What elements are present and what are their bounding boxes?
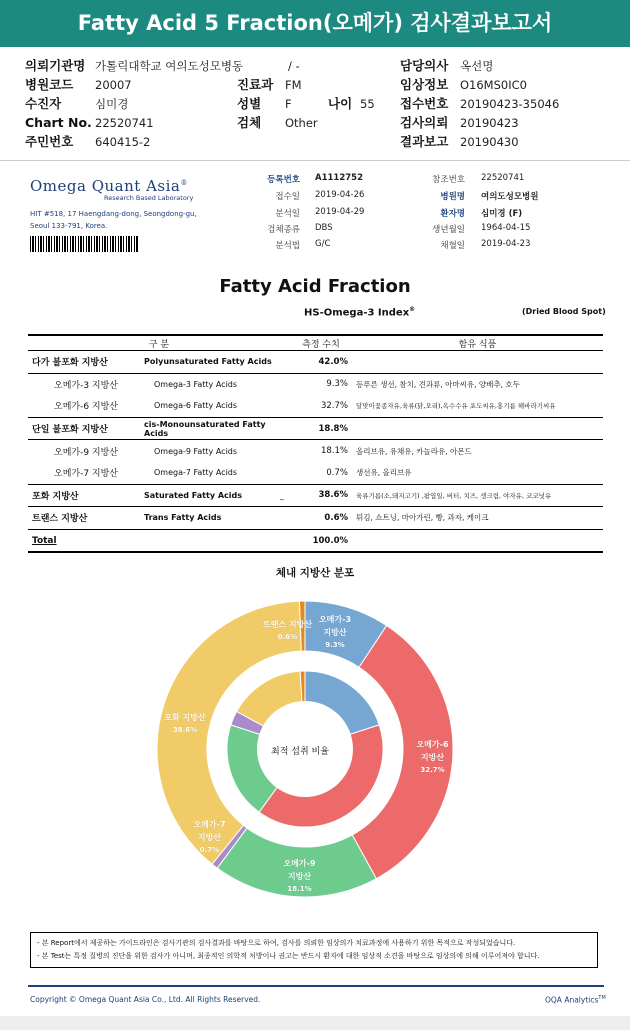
label-trans-pct: 0.6% [277, 633, 298, 641]
brand-mark: TM [598, 995, 606, 1001]
row-food: 육류기름(소,돼지고기) ,팜엽일, 버터, 치즈, 생크림, 야자유, 코코넛유 [352, 484, 603, 507]
label-omega7 [182, 818, 237, 857]
col-value: 측정 수치 [290, 335, 352, 351]
hospital-value: 여의도성모병원 [481, 192, 539, 202]
label-omega7-name: 오메가-7 [193, 820, 226, 829]
id-label: 주민번호 [25, 134, 74, 149]
ref-no-label: 참조번호 [432, 175, 465, 185]
col-category: 구 분 [28, 335, 290, 351]
chart-label: Chart No. [25, 115, 92, 130]
fraction-title: Fatty Acid Fraction [219, 276, 411, 297]
label-omega3-pct: 9.3% [325, 641, 345, 649]
report-date-value: 20190430 [460, 135, 519, 149]
label-omega9-pct: 18.1% [287, 885, 312, 893]
method-label: 분석법 [275, 241, 300, 251]
age-label: 나이 [328, 96, 353, 111]
row-value: 42.0% [318, 356, 348, 367]
clinical-value: O16MS0IC0 [460, 78, 527, 92]
ref-no-value: 22520741 [481, 173, 525, 183]
lab-address-line1: HIT #518, 17 Haengdang-dong, Seongdong-gu, [30, 210, 197, 218]
row-english: Omega-6 Fatty Acids [154, 401, 238, 411]
row-category: 오메가-9 지방산 [28, 440, 140, 462]
chart-title: 체내 지방산 분포 [275, 567, 355, 579]
patient-value: 심미경 [95, 97, 129, 111]
row-english: Trans Fatty Acids [140, 507, 290, 530]
copyright: Copyright © Omega Quant Asia Co., Ltd. All Rights Reserved. [30, 995, 261, 1004]
label-omega3-name: 오메가-3 [318, 615, 352, 624]
total-value: 100.0% [290, 529, 352, 552]
row-dash: _ [280, 490, 284, 500]
row-value: 18.1% [290, 440, 352, 462]
bottom-band [0, 1016, 630, 1030]
accession-label: 접수번호 [400, 96, 449, 111]
row-english: Omega-3 Fatty Acids [140, 373, 290, 395]
label-omega6 [405, 738, 460, 777]
specimen-value: Other [285, 116, 318, 130]
label-omega9-sub: 지방산 [287, 872, 312, 881]
label-omega7-sub: 지방산 [197, 833, 222, 842]
report-date-label: 결과보고 [400, 134, 449, 149]
doctor-value: 옥선명 [460, 59, 494, 73]
method-value: G/C [315, 239, 331, 249]
label-omega7-pct: 0.7% [199, 846, 220, 854]
row-value: 38.6% [290, 484, 352, 507]
specimen-label: 검체 [237, 115, 262, 130]
collected-label: 채혈일 [440, 241, 465, 251]
row-value: 9.3% [290, 373, 352, 395]
patient-label: 수진자 [25, 96, 62, 111]
row-food: 등푸른 생선, 참치, 견과류, 아마씨유, 양배추, 호두 [352, 373, 603, 395]
hospital-label: 병원명 [440, 192, 465, 202]
reg-no-value: A1112752 [315, 173, 363, 183]
specimen-type-label: 검체종류 [267, 225, 300, 235]
clinical-label: 임상정보 [400, 77, 449, 92]
label-saturated-name: 포화 지방산 [164, 713, 206, 722]
dept-label: 진료과 [237, 77, 274, 92]
dob-value: 1964-04-15 [481, 223, 531, 233]
collected-value: 2019-04-23 [481, 239, 531, 249]
dob-label: 생년월일 [432, 225, 465, 235]
label-omega9-name: 오메가-9 [283, 859, 316, 868]
hospital-code-value: 20007 [95, 78, 132, 92]
row-english: cis-Monounsaturated Fatty Acids [140, 417, 290, 440]
lab-mark: ® [180, 179, 188, 187]
disclaimer-line-1: - 본 Report에서 제공하는 가이드라인은 검사기관의 검사결과를 바탕으로 하여, 검사를 의뢰한 임상의가 치료과정에 사용하기 위한 목적으로 작성되었습니다. [37, 939, 516, 947]
specimen-type-value: DBS [315, 223, 333, 233]
row-food: 생선유, 올리브유 [356, 468, 412, 478]
request-value: 20190423 [460, 116, 519, 130]
row-category: 다가 불포화 지방산 [32, 358, 108, 369]
client-label: 의뢰기관명 [25, 58, 86, 73]
analysis-date-value: 2019-04-29 [315, 207, 365, 217]
label-omega6-sub: 지방산 [420, 753, 445, 762]
client-value: 가톨릭대학교 여의도성모병동 [95, 59, 244, 73]
label-omega3-sub: 지방산 [323, 628, 347, 637]
doctor-label: 담당의사 [400, 58, 449, 73]
sex-value: F [285, 97, 292, 111]
chart-center-label: 최적 섭취 비율 [271, 747, 329, 757]
label-omega9 [272, 857, 327, 896]
row-value: 0.7% [326, 467, 348, 478]
disclaimer-box [30, 932, 598, 968]
id-value: 640415-2 [95, 135, 151, 149]
label-trans-name: 트랜스 지방산 [262, 620, 313, 629]
report-title: Fatty Acid 5 Fraction(오메가) 검사결과보고서 [0, 0, 630, 47]
sex-label: 성별 [237, 96, 262, 111]
received-value: 2019-04-26 [315, 190, 365, 200]
label-saturated-pct: 38.6% [172, 726, 198, 734]
lab-address-line2: Seoul 133-791, Korea. [30, 222, 108, 230]
dept-value: FM [285, 78, 302, 92]
brand [545, 995, 606, 1005]
dbs-note: (Dried Blood Spot) [522, 307, 606, 316]
analysis-date-label: 분석일 [275, 209, 300, 219]
row-category: 오메가-6 지방산 [54, 402, 118, 413]
info-patient-value: 심미경 (F) [481, 209, 523, 219]
disclaimer-line-2: - 본 Test는 특정 질병의 진단을 위한 검사가 아니며, 최종적인 의학적 처방이나 권고는 반드시 환자에 대한 임상적 소견을 바탕으로 임상의에 의해 이루어져야 합니다. [37, 952, 540, 960]
row-category: 오메가-3 지방산 [28, 373, 140, 395]
row-food: 튀김, 쇼트닝, 마아가린, 빵, 과자, 케이크 [352, 507, 603, 530]
label-trans [250, 618, 325, 644]
hospital-code-label: 병원코드 [25, 77, 74, 92]
row-food: 달맞이꽃종자유,육류(닭,오리),옥수수유 포도씨유,홍기름 해바라기씨유 [356, 402, 556, 411]
lab-tagline: Research Based Laboratory [104, 194, 194, 202]
lab-name: Omega Quant Asia [30, 177, 181, 195]
label-saturated [150, 711, 220, 737]
reg-no-label: 등록번호 [267, 175, 300, 185]
accession-value: 20190423-35046 [460, 97, 560, 111]
row-value: 0.6% [290, 507, 352, 530]
label-omega6-pct: 32.7% [420, 766, 445, 774]
fraction-subtitle-mark: ® [409, 306, 416, 313]
info-patient-label: 환자명 [440, 209, 465, 219]
row-category: 단일 불포화 지방산 [28, 417, 140, 440]
footer-divider [28, 985, 604, 987]
total-label: Total [28, 529, 140, 552]
row-category: 오메가-7 지방산 [54, 469, 118, 480]
row-english: Saturated Fatty Acids [144, 490, 242, 500]
chart-value: 22520741 [95, 116, 154, 130]
row-english: Polyunsaturated Fatty Acids [144, 357, 272, 367]
age-value: 55 [360, 97, 375, 111]
row-category: 트랜스 지방산 [28, 507, 140, 530]
row-english: Omega-7 Fatty Acids [154, 468, 238, 478]
label-omega6-name: 오메가-6 [416, 740, 449, 749]
row-english: Omega-9 Fatty Acids [140, 440, 290, 462]
received-label: 접수일 [275, 192, 300, 202]
row-value: 18.8% [290, 417, 352, 440]
row-category: 포화 지방산 [28, 484, 140, 507]
fraction-subtitle-text: HS-Omega-3 Index [304, 307, 410, 319]
brand-name: OQA Analytics [545, 995, 599, 1005]
row-value: 32.7% [320, 400, 348, 411]
client-slash: / - [288, 59, 300, 73]
row-food: 올리브유, 유채유, 카놀라유, 아몬드 [352, 440, 603, 462]
request-label: 검사의뢰 [400, 115, 449, 130]
col-food: 함유 식품 [352, 335, 603, 351]
